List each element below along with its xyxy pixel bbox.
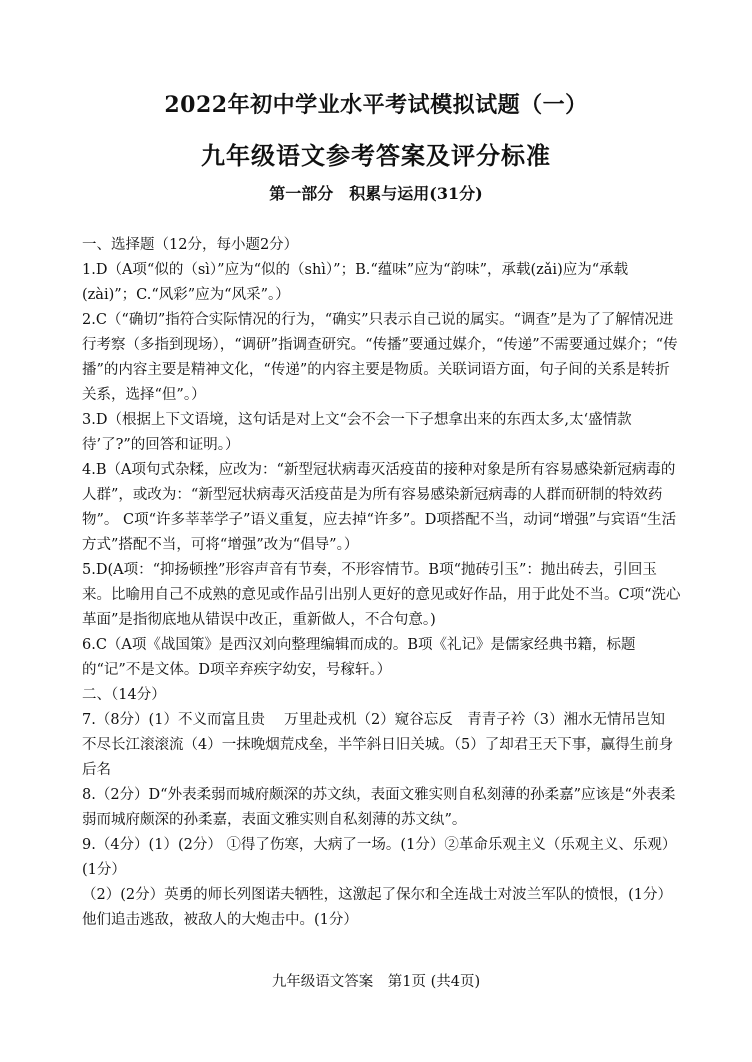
answer-item-9: 9.（4分）(1）(2分） ①得了伤寒，大病了一场。(1分）②革命乐观主义（乐观主义、乐观）(1分） (82, 837, 677, 878)
answer-item-5: 5.D(A项：“抑扬顿挫”形容声音有节奏，不形容情节。B项“抛砖引玉”：抛出砖去，引回玉来。比喻用自己不成熟的意见或作品引出别人更好的意见或好作品，用于此处不当。C项“洗心革面”是指彻底地从错误中改正，重新做人，不合句意。) (82, 562, 681, 628)
answer-item-3: 3.D（根据上下文语境，这句话是对上文“会不会一下子想拿出来的东西太多,太‘盛情款待’了?”的回答和证明。） (82, 412, 632, 453)
answer-item-6: 6.C（A项《战国策》是西汉刘向整理编辑而成的。B项《礼记》是儒家经典书籍，标题的“记”不是文体。D项辛弃疾字幼安，号稼轩。） (82, 637, 636, 678)
answer-body (82, 233, 682, 933)
section-heading: 第一部分 积累与运用(31分) (269, 184, 483, 203)
answer-item-7: 7.（8分）(1）不义而富且贵 万里赴戎机（2）窥谷忘反 青青子衿（3）湘水无情吊岂知 不尽长江滚滚流（4）一抹晚烟荒戍垒，半竿斜日旧关城。（5）了却君王天下事，赢得生前身后名 (82, 712, 680, 778)
section-two-heading: 二、（14分） (82, 687, 166, 703)
answer-item-1: 1.D（A项“似的（sì）”应为“似的（shì）”；B.“蕴味”应为“韵味”，承载(zǎi)应为“承载(zài)”；C.“风彩”应为“风采”。） (82, 262, 629, 303)
answer-item-2: 2.C（“确切”指符合实际情况的行为，“确实”只表示自己说的属实。“调查”是为了了解情况进行考察（多指到现场），“调研”指调查研究。“传播”要通过媒介，“传递”不需要通过媒介；“传播”的内容主要是精神文化，“传递”的内容主要是物质。关联词语方面，句子间的关系是转折关系，选择“但”。） (82, 312, 678, 403)
answer-item-4: 4.B（A项句式杂糅，应改为：“新型冠状病毒灭活疫苗的接种对象是所有容易感染新冠病毒的人群”，或改为：“新型冠状病毒灭活疫苗是为所有容易感染新冠病毒的人群而研制的特效药物”。 C项“许多莘莘学子”语义重复，应去掉“许多”。D项搭配不当，动词“增强”与宾语“生活方式”搭配不当，可将“增强”改为“倡导”。） (82, 462, 677, 553)
answer-item-8: 8.（2分）D“外表柔弱而城府颇深的苏文纨，表面文雅实则自私刻薄的孙柔嘉”应该是“外表柔弱而城府颇深的孙柔嘉，表面文雅实则自私刻薄的苏文纨”。 (82, 787, 676, 828)
answer-key-subtitle: 九年级语文参考答案及评分标准 (201, 141, 551, 170)
section-choice-heading: 一、选择题（12分，每小题2分） (82, 237, 299, 253)
answer-item-9-part-2: （2）(2分）英勇的师长列图诺夫牺牲，这激起了保尔和全连战士对波兰军队的愤恨，(1分）他们追击逃敌，被敌人的大炮击中。(1分） (82, 887, 672, 928)
exam-title: 2022年初中学业水平考试模拟试题（一） (164, 92, 588, 118)
page-footer: 九年级语文答案 第1页 (共4页) (271, 974, 481, 990)
